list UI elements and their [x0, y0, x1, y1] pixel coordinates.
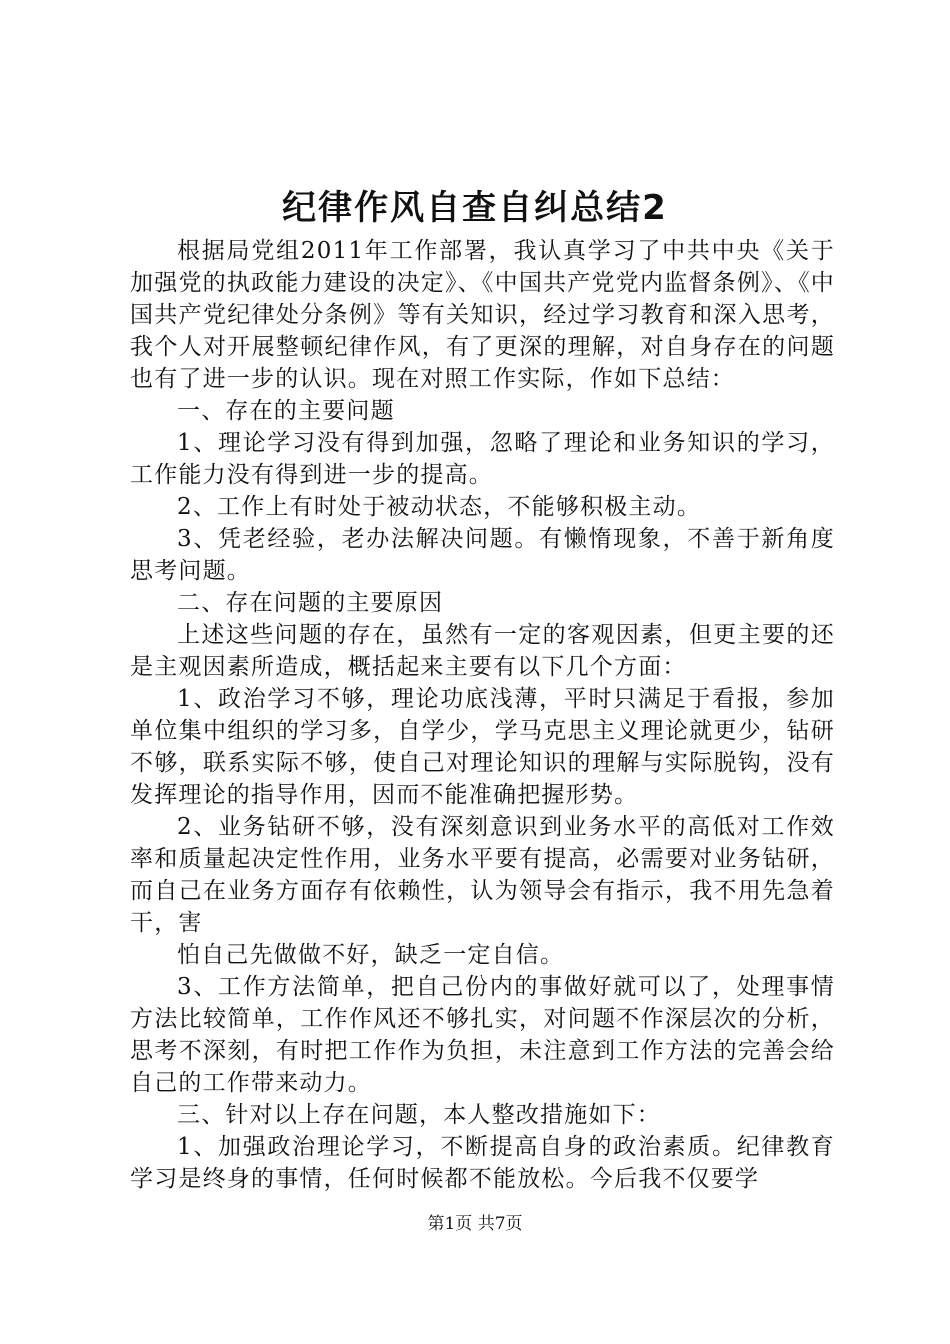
section-heading-measures: 三、针对以上存在问题，本人整改措施如下：	[177, 1102, 661, 1128]
section-heading-problems: 一、存在的主要问题	[177, 398, 395, 424]
page-number-footer: 第1页 共7页	[427, 1214, 523, 1234]
measure-item-1: 1、加强政治理论学习，不断提高自身的政治素质。纪律教育学习是终身的事情，任何时候都不能放松。今后我不仅要学	[130, 1134, 835, 1192]
problem-item-2: 2、工作上有时处于被动状态，不能够积极主动。	[177, 494, 702, 520]
paragraph-intro: 根据局党组2011年工作部署，我认真学习了中共中央《关于加强党的执政能力建设的决定》、《中国共产党党内监督条例》、《中国共产党纪律处分条例》等有关知识，经过学习教育和深入思考，我个人对开展整顿纪律作风，有了更深的理解，对自身存在的问题也有了进一步的认识。现在对照工作实际，作如下总结：	[130, 238, 835, 392]
section-heading-causes: 二、存在问题的主要原因	[177, 590, 444, 616]
document-body	[130, 235, 835, 1195]
cause-item-1: 1、政治学习不够，理论功底浅薄，平时只满足于看报，参加单位集中组织的学习多，自学少，学马克思主义理论就更少，钻研不够，联系实际不够，使自己对理论知识的理解与实际脱钩，没有发挥理论的指导作用，因而不能准确把握形势。	[130, 686, 835, 808]
problem-item-1: 1、理论学习没有得到加强，忽略了理论和业务知识的学习，工作能力没有得到进一步的提高。	[130, 430, 835, 488]
causes-intro: 上述这些问题的存在，虽然有一定的客观因素，但更主要的还是主观因素所造成，概括起来主要有以下几个方面：	[130, 622, 835, 680]
cause-item-2: 2、业务钻研不够，没有深刻意识到业务水平的高低对工作效率和质量起决定性作用，业务水平要有提高，必需要对业务钻研，而自己在业务方面存有依赖性，认为领导会有指示，我不用先急着干，害	[130, 814, 835, 936]
problem-item-3: 3、凭老经验，老办法解决问题。有懒惰现象，不善于新角度思考问题。	[130, 526, 835, 584]
cause-item-2-continued: 怕自己先做做不好，缺乏一定自信。	[177, 942, 565, 968]
cause-item-3: 3、工作方法简单，把自己份内的事做好就可以了，处理事情方法比较简单，工作作风还不够扎实，对问题不作深层次的分析，思考不深刻，有时把工作作为负担，未注意到工作方法的完善会给自己的工作带来动力。	[130, 974, 835, 1096]
document-title: 纪律作风自查自纠总结2	[282, 188, 668, 228]
